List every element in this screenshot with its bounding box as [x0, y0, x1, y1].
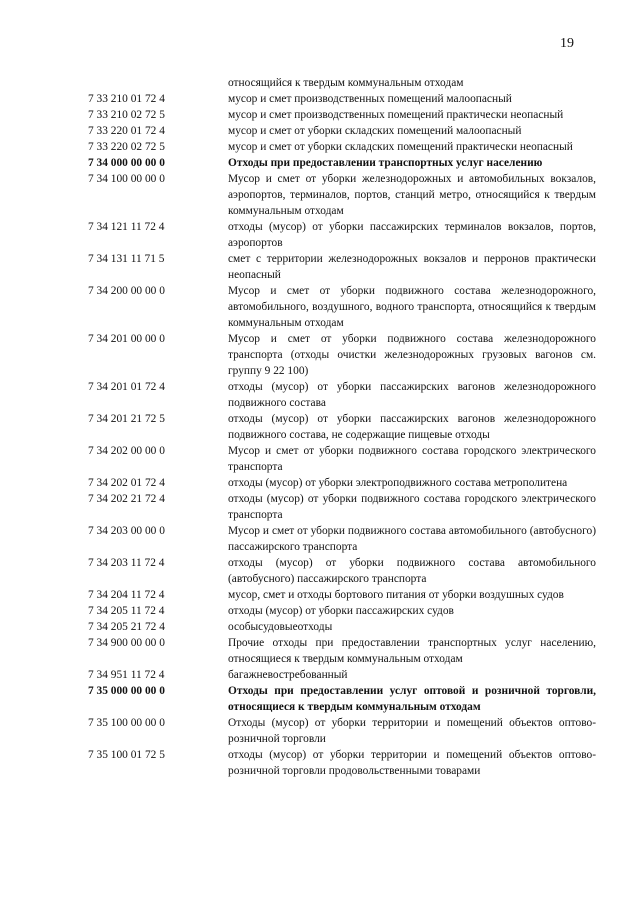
row-code: 7 33 210 02 72 5 — [88, 109, 165, 121]
row-description: относящийся к твердым коммунальным отходам — [228, 77, 464, 89]
row-description: особысудовыеотходы — [228, 621, 333, 633]
table-row — [88, 475, 596, 491]
row-code: 7 34 202 01 72 4 — [88, 477, 165, 489]
table-row — [88, 251, 596, 283]
table-row — [88, 283, 596, 331]
row-description: отходы (мусор) от уборки пассажирских судов — [228, 605, 454, 617]
row-description: Отходы (мусор) от уборки территории и помещений объектов оптово-розничной торговли — [228, 717, 596, 745]
row-description: багажневостребованный — [228, 669, 348, 681]
row-code: 7 34 201 01 72 4 — [88, 381, 165, 393]
row-description: отходы (мусор) от уборки пассажирских вагонов железнодорожного подвижного состава, не содержащие пищевые отходы — [228, 413, 596, 441]
row-code: 7 34 205 21 72 4 — [88, 621, 165, 633]
row-code: 7 35 100 01 72 5 — [88, 749, 165, 761]
table-row — [88, 523, 596, 555]
table-row — [88, 619, 596, 635]
table-row — [88, 603, 596, 619]
table-row — [88, 123, 596, 139]
row-description: мусор и смет производственных помещений малоопасный — [228, 93, 512, 105]
row-code: 7 34 100 00 00 0 — [88, 173, 165, 185]
row-description: отходы (мусор) от уборки территории и помещений объектов оптово-розничной торговли продовольственными товарами — [228, 749, 596, 777]
row-code: 7 34 203 00 00 0 — [88, 525, 165, 537]
row-description: мусор, смет и отходы бортового питания от уборки воздушных судов — [228, 589, 564, 601]
row-description: отходы (мусор) от уборки электроподвижного состава метрополитена — [228, 477, 568, 489]
table-row — [88, 715, 596, 747]
row-code: 7 34 201 21 72 5 — [88, 413, 165, 425]
row-code: 7 34 900 00 00 0 — [88, 637, 165, 649]
table-row — [88, 747, 596, 779]
table-row — [88, 331, 596, 379]
table-row — [88, 107, 596, 123]
row-code: 7 35 100 00 00 0 — [88, 717, 165, 729]
row-code: 7 35 000 00 00 0 — [88, 685, 165, 697]
table-row — [88, 587, 596, 603]
row-description: Отходы при предоставлении услуг оптовой и розничной торговли, относящиеся к твердым коммунальным отходам — [228, 685, 596, 713]
row-description: отходы (мусор) от уборки подвижного состава городского электрического транспорта — [228, 493, 596, 521]
table-row — [88, 411, 596, 443]
row-description: мусор и смет производственных помещений практически неопасный — [228, 109, 564, 121]
row-description: Отходы при предоставлении транспортных услуг населению — [228, 157, 543, 169]
row-description: Прочие отходы при предоставлении транспортных услуг населению, относящиеся к твердым коммунальным отходам — [228, 637, 596, 665]
row-description: Мусор и смет от уборки подвижного состава автомобильного (автобусного) пассажирского транспорта — [228, 525, 596, 553]
table-row — [88, 635, 596, 667]
table-row — [88, 219, 596, 251]
row-code: 7 34 202 00 00 0 — [88, 445, 165, 457]
row-code: 7 34 121 11 72 4 — [88, 221, 165, 233]
row-description: мусор и смет от уборки складских помещений малоопасный — [228, 125, 522, 137]
row-code: 7 34 204 11 72 4 — [88, 589, 165, 601]
row-description: Мусор и смет от уборки подвижного состава железнодорожного, автомобильного, воздушного, водного транспорта, относящийся к твердым коммунальным отходам — [228, 285, 596, 329]
row-code: 7 34 000 00 00 0 — [88, 157, 165, 169]
section-heading-row — [88, 155, 596, 171]
row-description: отходы (мусор) от уборки пассажирских терминалов вокзалов, портов, аэропортов — [228, 221, 596, 249]
row-code: 7 34 131 11 71 5 — [88, 253, 165, 265]
table-row — [88, 443, 596, 475]
row-code: 7 34 203 11 72 4 — [88, 557, 165, 569]
table-row — [88, 139, 596, 155]
table-row — [88, 555, 596, 587]
row-description: Мусор и смет от уборки подвижного состава железнодорожного транспорта (отходы очистки железнодорожных грузовых вагонов см. группу 9 22 100) — [228, 333, 596, 377]
row-description: отходы (мусор) от уборки подвижного состава автомобильного (автобусного) пассажирского транспорта — [228, 557, 596, 585]
row-code: 7 34 200 00 00 0 — [88, 285, 165, 297]
row-code: 7 34 205 11 72 4 — [88, 605, 165, 617]
table-row — [88, 667, 596, 683]
section-heading-row — [88, 683, 596, 715]
row-code: 7 34 951 11 72 4 — [88, 669, 165, 681]
table-row — [88, 75, 596, 91]
table-row — [88, 91, 596, 107]
row-description: Мусор и смет от уборки железнодорожных и автомобильных вокзалов, аэропортов, терминалов, портов, станций метро, относящийся к твердым коммунальным отходам — [228, 173, 596, 217]
table-row — [88, 379, 596, 411]
row-description: мусор и смет от уборки складских помещений практически неопасный — [228, 141, 573, 153]
row-description: Мусор и смет от уборки подвижного состава городского электрического транспорта — [228, 445, 596, 473]
table-row — [88, 171, 596, 219]
row-description: смет с территории железнодорожных вокзалов и перронов практически неопасный — [228, 253, 596, 281]
row-code: 7 33 220 01 72 4 — [88, 125, 165, 137]
row-description: отходы (мусор) от уборки пассажирских вагонов железнодорожного подвижного состава — [228, 381, 596, 409]
row-code: 7 33 220 02 72 5 — [88, 141, 165, 153]
table-row — [88, 491, 596, 523]
row-code: 7 34 201 00 00 0 — [88, 333, 165, 345]
waste-classification-table — [88, 75, 596, 779]
page-number: 19 — [560, 36, 574, 51]
row-code: 7 33 210 01 72 4 — [88, 93, 165, 105]
row-code: 7 34 202 21 72 4 — [88, 493, 165, 505]
